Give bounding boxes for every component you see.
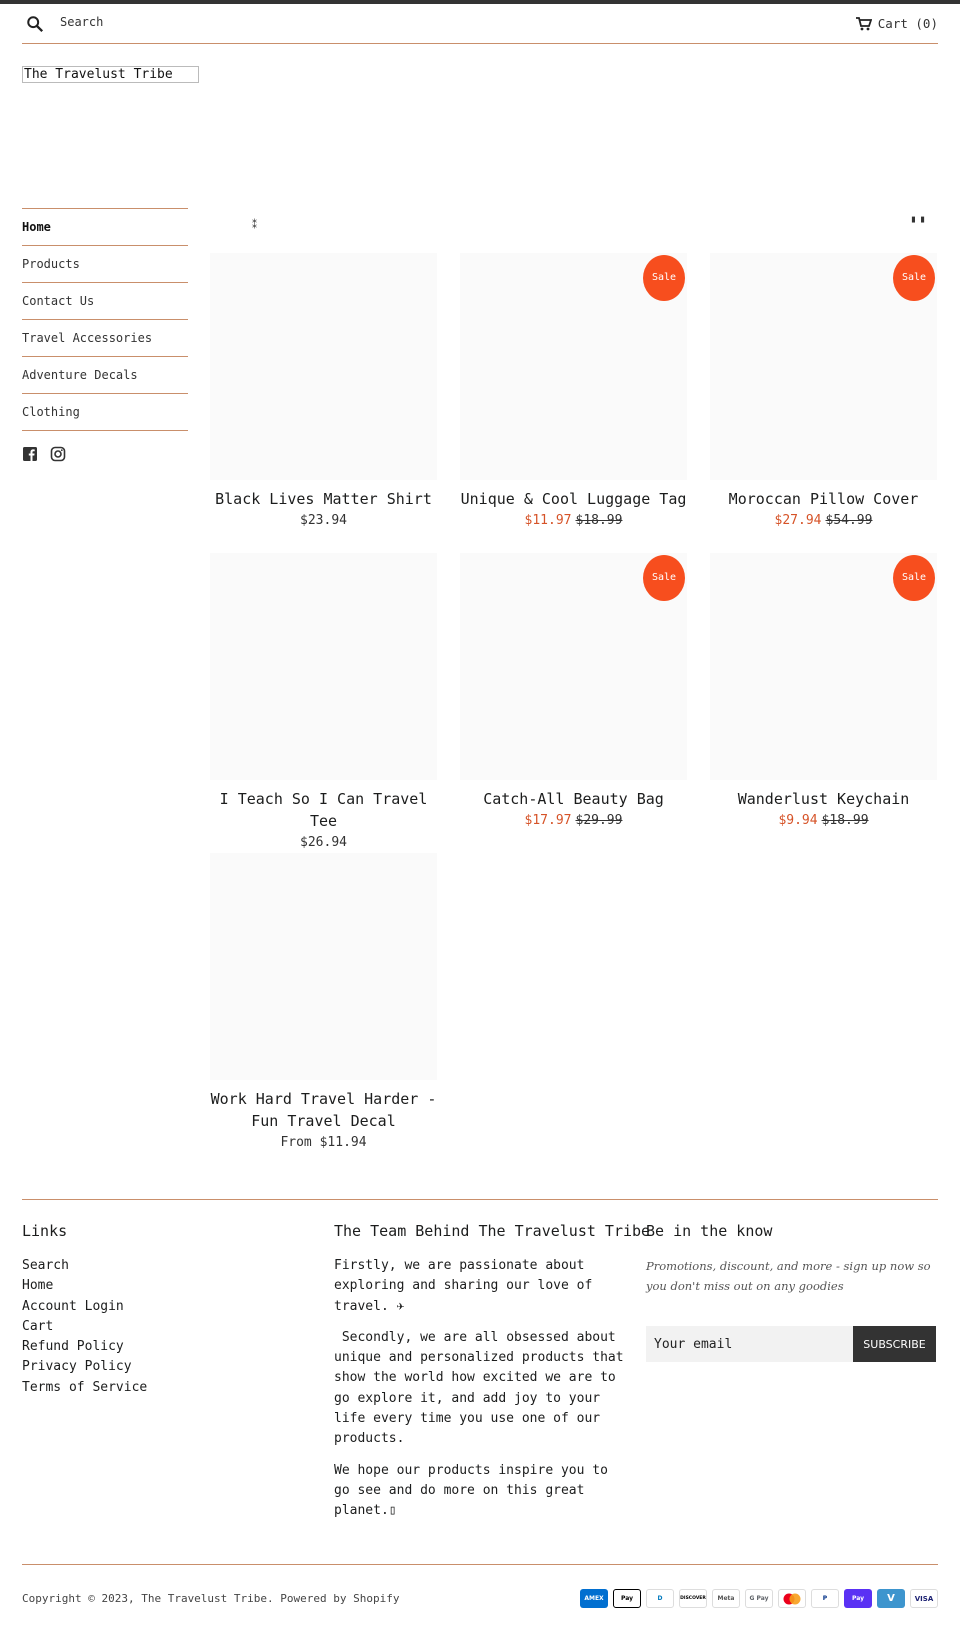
product-image[interactable]	[210, 553, 437, 780]
product-price	[710, 511, 937, 531]
footer-links-title: Links	[22, 1222, 68, 1240]
visa-icon: VISA	[910, 1589, 938, 1608]
newsletter-form	[646, 1326, 936, 1362]
newsletter-text: Promotions, discount, and more - sign up now so you don't miss out on any goodies	[646, 1259, 931, 1293]
product-image[interactable]	[710, 253, 937, 480]
sale-badge: Sale	[643, 255, 685, 301]
search-input[interactable]: Search	[60, 15, 104, 29]
footer-link-privacy-policy[interactable]: Privacy Policy	[22, 1359, 132, 1375]
cart-label: Cart (0)	[877, 16, 938, 31]
compare-price: $29.99	[575, 813, 623, 828]
paypal-icon: P	[811, 1589, 839, 1608]
product-price	[210, 833, 437, 853]
compare-price: $18.99	[575, 513, 623, 528]
product-card[interactable]	[460, 553, 687, 831]
cart-link[interactable]	[856, 16, 938, 31]
regular-price: From $11.94	[280, 1135, 367, 1150]
sidebar-item-adventure-decals[interactable]: Adventure Decals	[22, 357, 188, 394]
footer-link-search[interactable]: Search	[22, 1258, 69, 1273]
diners-club-icon: D	[646, 1589, 674, 1608]
bottom-divider	[22, 1564, 938, 1565]
footer-about-title: The Team Behind The Travelust Tribe	[334, 1222, 651, 1240]
footer-link-cart[interactable]: Cart	[22, 1318, 54, 1334]
sidebar-item-products[interactable]: Products	[22, 246, 188, 283]
sale-badge: Sale	[893, 255, 935, 301]
product-price	[710, 811, 937, 831]
meta-pay-icon: Meta	[712, 1589, 740, 1608]
footer-about	[334, 1222, 650, 1533]
product-card[interactable]	[210, 253, 437, 531]
product-title[interactable]: I Teach So I Can Travel Tee	[219, 790, 428, 830]
product-title[interactable]: Work Hard Travel Harder - Fun Travel Decal	[210, 1090, 437, 1130]
subscribe-button[interactable]: SUBSCRIBE	[853, 1326, 936, 1362]
sidebar-item-home[interactable]: Home	[22, 209, 188, 246]
product-card[interactable]	[210, 853, 437, 1153]
footer-link-terms-of-service[interactable]: Terms of Service	[22, 1379, 148, 1395]
sale-price: $17.97	[524, 813, 572, 828]
product-image[interactable]	[460, 553, 687, 780]
footer-newsletter	[646, 1222, 936, 1296]
google-pay-icon: G Pay	[745, 1589, 773, 1608]
discover-icon: DISCOVER	[679, 1589, 707, 1608]
sidebar-item-contact-us[interactable]: Contact Us	[22, 283, 188, 320]
product-card[interactable]	[210, 553, 437, 853]
about-paragraph: Secondly, we are all obsessed about unique and personalized products that show the world how excited we are to go explore it, and add joy to your life every time you use one of our products.	[334, 1329, 632, 1447]
sale-price: $27.94	[774, 513, 822, 528]
social-links	[22, 446, 66, 462]
product-title[interactable]: Black Lives Matter Shirt	[215, 490, 432, 508]
footer-links	[22, 1222, 147, 1398]
footer-link-refund-policy[interactable]: Refund Policy	[22, 1339, 124, 1355]
product-image[interactable]	[210, 853, 437, 1080]
footer-link-account-login[interactable]: Account Login	[22, 1298, 124, 1314]
amex-icon: AMEX	[580, 1589, 608, 1608]
product-image[interactable]	[710, 553, 937, 780]
regular-price: $23.94	[300, 513, 347, 528]
copyright-text: Copyright © 2023, The Travelust Tribe. Powered by Shopify	[22, 1592, 400, 1605]
sidebar-item-travel-accessories[interactable]: Travel Accessories	[22, 320, 188, 357]
sale-badge: Sale	[893, 555, 935, 601]
product-title[interactable]: Catch-All Beauty Bag	[483, 790, 664, 808]
sale-badge: Sale	[643, 555, 685, 601]
payment-icons	[580, 1589, 938, 1608]
footer-divider	[22, 1199, 938, 1200]
compare-price: $18.99	[821, 813, 869, 828]
product-card[interactable]	[710, 553, 937, 831]
product-title[interactable]: Moroccan Pillow Cover	[728, 490, 919, 508]
product-title[interactable]: Unique & Cool Luggage Tag	[460, 490, 687, 508]
product-price	[460, 811, 687, 831]
sidebar-item-clothing[interactable]: Clothing	[22, 394, 188, 431]
product-title[interactable]: Wanderlust Keychain	[737, 790, 910, 808]
product-price	[210, 1133, 437, 1153]
facebook-icon[interactable]	[22, 446, 38, 462]
sale-price: $11.97	[524, 513, 572, 528]
about-paragraph: We hope our products inspire you to go see and do more on this great planet.▯	[334, 1462, 608, 1519]
apple-pay-icon: Pay	[613, 1589, 641, 1608]
store-logo[interactable]: The Travelust Tribe	[22, 66, 199, 83]
product-image[interactable]	[210, 253, 437, 480]
newsletter-title: Be in the know	[646, 1222, 773, 1240]
cart-icon	[856, 17, 872, 31]
sale-price: $9.94	[778, 813, 818, 828]
grid-view-icon[interactable]: ⁑	[252, 220, 257, 231]
product-price	[460, 511, 687, 531]
sidebar-nav	[22, 208, 188, 431]
product-card[interactable]	[460, 253, 687, 531]
email-field[interactable]	[646, 1326, 853, 1362]
shop-pay-icon: Pay	[844, 1589, 872, 1608]
mastercard-icon	[778, 1589, 806, 1608]
footer-link-home[interactable]: Home	[22, 1278, 54, 1294]
compare-price: $54.99	[825, 513, 873, 528]
product-image[interactable]	[460, 253, 687, 480]
venmo-icon: V	[877, 1589, 905, 1608]
list-view-icon[interactable]: ▘▝	[912, 218, 925, 229]
product-card[interactable]	[710, 253, 937, 531]
instagram-icon[interactable]	[50, 446, 66, 462]
about-paragraph: Firstly, we are passionate about exploring and sharing our love of travel. ✈	[334, 1258, 593, 1314]
regular-price: $26.94	[300, 835, 347, 850]
search-icon[interactable]	[26, 15, 44, 33]
product-price	[210, 511, 437, 531]
site-header	[22, 4, 938, 44]
